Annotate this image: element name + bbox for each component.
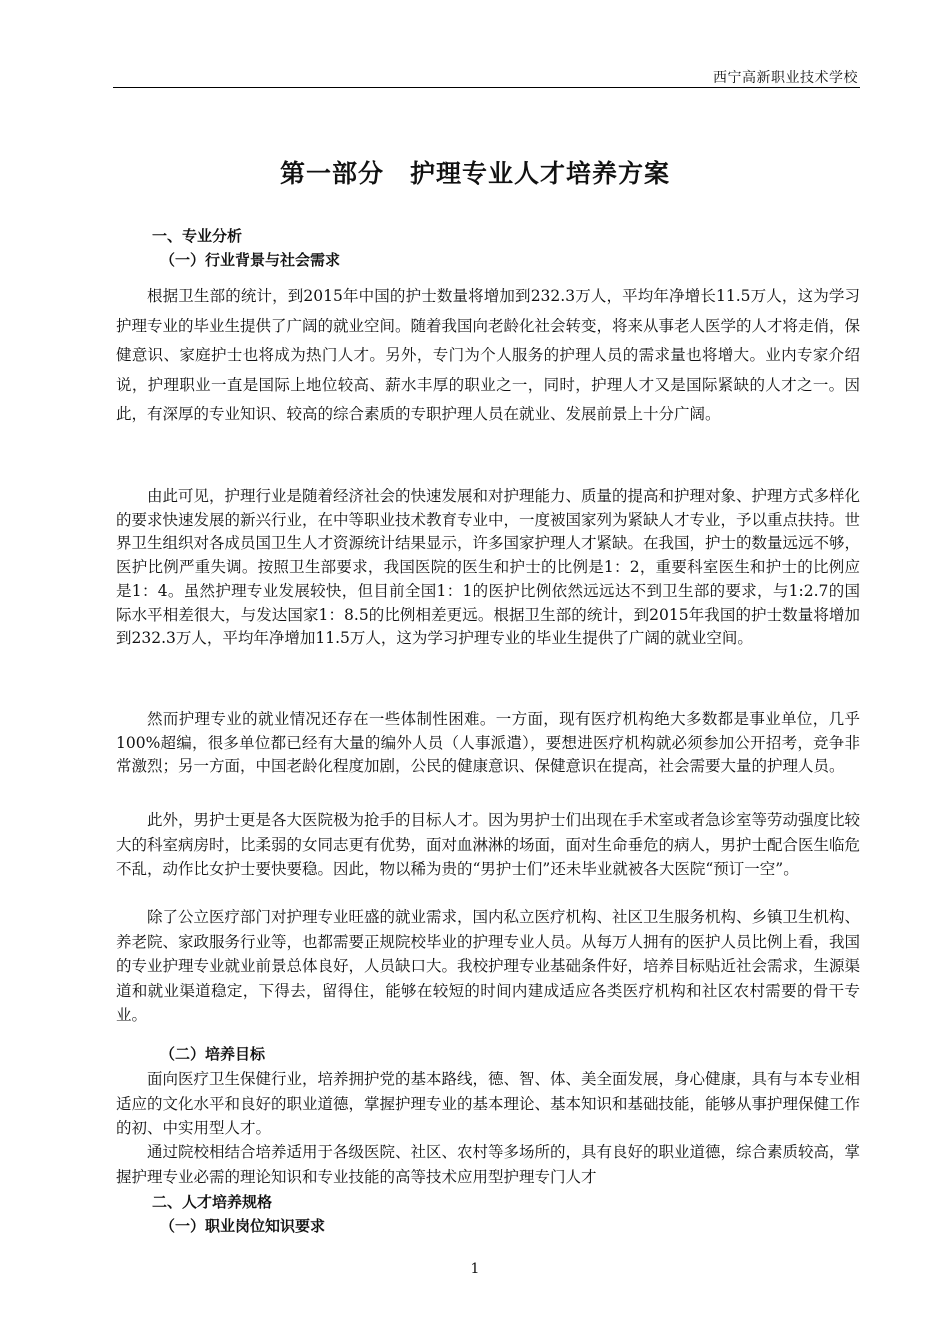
paragraph-private-institutions: 除了公立医疗部门对护理专业旺盛的就业需求，国内私立医疗机构、社区卫生服务机构、乡镇卫生机构、养老院、家政服务行业等，也都需要正规院校毕业的护理专业人员。从每万人拥有的医护人员比例上看，我国的专业护理专业就业前景总体良好，人员缺口大。我校护理专业基础条件好，培养目标贴近社会需求，生源渠道和就业渠道稳定，下得去，留得住，能够在较短的时间内建成适应各类医疗机构和社区农村需要的骨干专业。 xyxy=(116,908,861,1024)
page-number: 1 xyxy=(470,1261,480,1277)
paragraph-training-goal: 面向医疗卫生保健行业，培养拥护党的基本路线，德、智、体、美全面发展，身心健康，具有与本专业相适应的文化水平和良好的职业道德，掌握护理专业的基本理论、基本知识和基础技能，能够从事护理保健工作的初、中实用型人才。 xyxy=(116,1070,861,1137)
paragraph-industry-stats: 根据卫生部的统计，到2015年中国的护士数量将增加到232.3万人，平均年净增长11.5万人，这为学习护理专业的毕业生提供了广阔的就业空间。随着我国向老龄化社会转变，将来从事老人医学的人才将走俏，保健意识、家庭护士也将成为热门人才。另外，专门为个人服务的护理人员的需求量也将增大。业内专家介绍说，护理职业一直是国际上地位较高、薪水丰厚的职业之一，同时，护理人才又是国际紧缺的人才之一。因此，有深厚的专业知识、较高的综合素质的专职护理人员在就业、发展前景上十分广阔。 xyxy=(116,287,861,423)
section-heading-professional-analysis: 一、专业分析 xyxy=(152,227,243,245)
subsection-heading-industry-background: （一）行业背景与社会需求 xyxy=(160,251,341,269)
header-divider xyxy=(113,87,860,88)
section-heading-talent-specification: 二、人才培养规格 xyxy=(152,1193,273,1211)
paragraph-industry-demand: 由此可见，护理行业是随着经济社会的快速发展和对护理能力、质量的提高和护理对象、护理方式多样化的要求快速发展的新兴行业，在中等职业技术教育专业中，一度被国家列为紧缺人才专业，予以重点扶持。世界卫生组织对各成员国卫生人才资源统计结果显示，许多国家护理人才紧缺。在我国，护士的数量远远不够，医护比例严重失调。按照卫生部要求，我国医院的医生和护士的比例是1：2，重要科室医生和护士的比例应是1：4。虽然护理专业发展较快，但目前全国1：1的医护比例依然远远达不到卫生部的要求，与1:2.7的国际水平相差很大，与发达国家1：8.5的比例相差更远。根据卫生部的统计，到2015年我国的护士数量将增加到232.3万人，平均年净增加11.5万人，这为学习护理专业的毕业生提供了广阔的就业空间。 xyxy=(116,487,861,648)
subsection-heading-training-goal: （二）培养目标 xyxy=(160,1045,266,1063)
subsection-heading-knowledge-requirements: （一）职业岗位知识要求 xyxy=(160,1217,326,1235)
paragraph-employment-difficulty: 然而护理专业的就业情况还存在一些体制性困难。一方面，现有医疗机构绝大多数都是事业单位，几乎100%超编，很多单位都已经有大量的编外人员（人事派遣），要想进医疗机构就必须参加公开招考，竞争非常激烈；另一方面，中国老龄化程度加剧，公民的健康意识、保健意识在提高，社会需要大量的护理人员。 xyxy=(116,710,860,776)
paragraph-male-nurses: 此外，男护士更是各大医院极为抢手的目标人才。因为男护士们出现在手术室或者急诊室等劳动强度比较大的科室病房时，比柔弱的女同志更有优势，面对血淋淋的场面，面对生命垂危的病人，男护士配合医生临危不乱，动作比女护士要快要稳。因此，物以稀为贵的“男护士们”还未毕业就被各大医院“预订一空”。 xyxy=(116,811,861,878)
page-title: 第一部分 护理专业人才培养方案 xyxy=(279,159,670,188)
header-school-name: 西宁高新职业技术学校 xyxy=(713,70,858,86)
paragraph-training-method: 通过院校相结合培养适用于各级医院、社区、农村等多场所的，具有良好的职业道德，综合素质较高，掌握护理专业必需的理论知识和专业技能的高等技术应用型护理专门人才 xyxy=(116,1143,861,1186)
